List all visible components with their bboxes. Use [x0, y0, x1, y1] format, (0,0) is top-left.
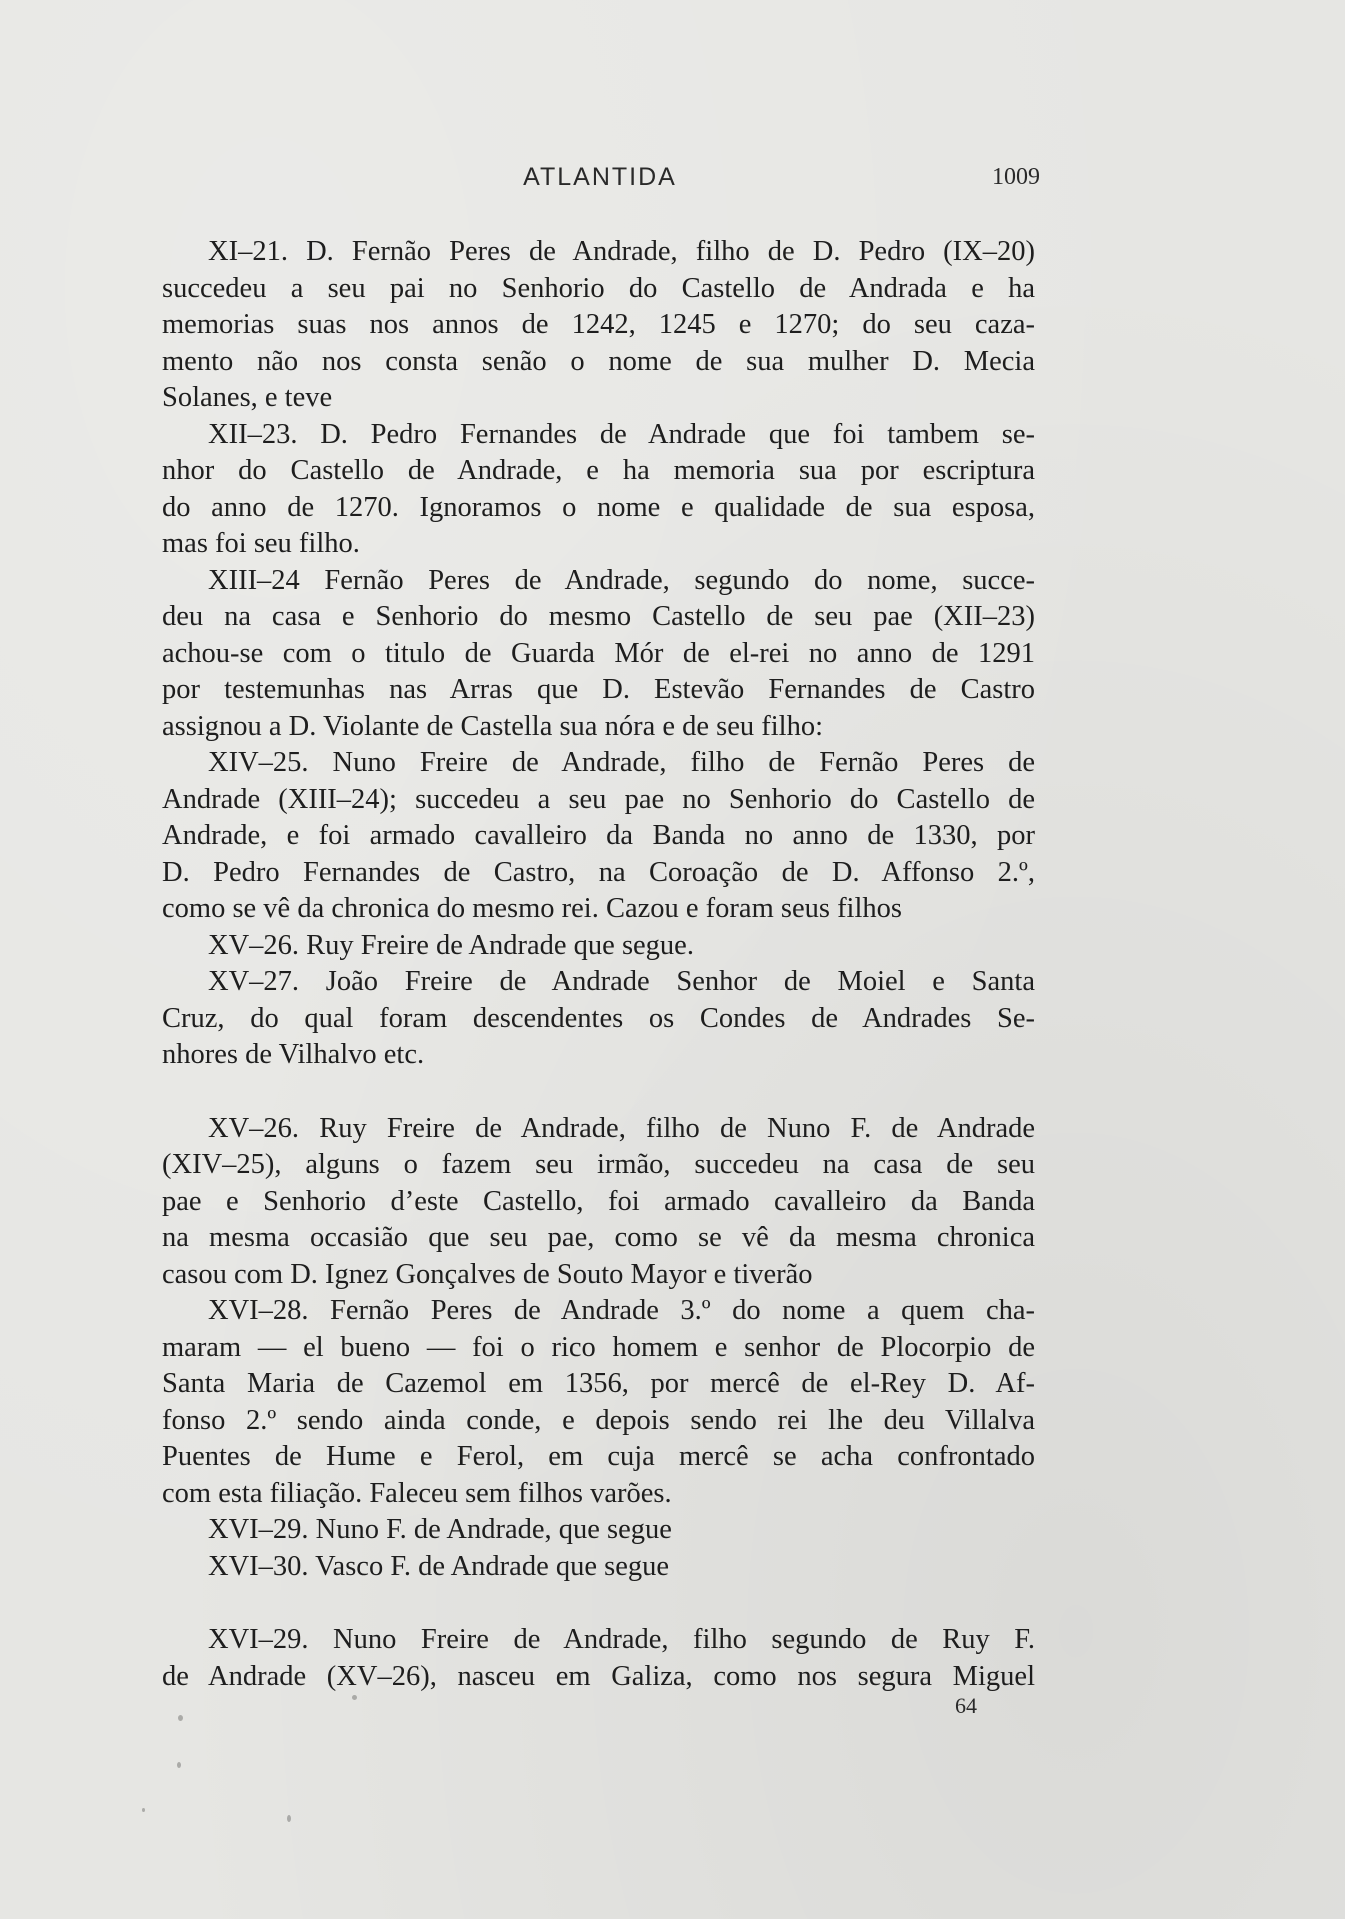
text-line: D. Pedro Fernandes de Castro, na Coroação de D. Affonso 2.º,	[162, 856, 1035, 888]
text-line: XV–27. João Freire de Andrade Senhor de Moiel e Santa	[208, 966, 1035, 997]
text-line: Solanes, e teve	[162, 382, 333, 413]
text-line: Cruz, do qual foram descendentes os Condes de Andrades Se-	[162, 1002, 1035, 1034]
text-line: de Andrade (XV–26), nasceu em Galiza, como nos segura Miguel	[162, 1660, 1035, 1692]
text-line: mento não nos consta senão o nome de sua mulher D. Mecia	[162, 345, 1035, 377]
text-line: Puentes de Hume e Ferol, em cuja mercê se acha confrontado	[162, 1441, 1035, 1472]
body-text	[162, 234, 1035, 1695]
running-title: ATLANTIDA	[523, 163, 677, 191]
text-line: como se vê da chronica do mesmo rei. Cazou e foram seus filhos	[162, 893, 902, 924]
text-line: mas foi seu filho.	[162, 528, 360, 559]
text-line: pae e Senhorio d’este Castello, foi armado cavalleiro da Banda	[162, 1185, 1035, 1217]
signature-mark: 64	[955, 1693, 977, 1718]
text-line: XI–21. D. Fernão Peres de Andrade, filho de D. Pedro (IX–20)	[208, 236, 1035, 267]
page-number: 1009	[992, 164, 1040, 190]
paper-speck	[178, 1715, 183, 1721]
text-line: XIV–25. Nuno Freire de Andrade, filho de Fernão Peres de	[208, 747, 1035, 778]
paper-speck	[177, 1762, 181, 1768]
text-line: nhor do Castello de Andrade, e ha memoria sua por escriptura	[162, 455, 1035, 486]
text-line: XIII–24 Fernão Peres de Andrade, segundo do nome, succe-	[208, 564, 1035, 596]
text-line: do anno de 1270. Ignoramos o nome e qualidade de sua esposa,	[162, 491, 1035, 523]
text-line: Andrade (XIII–24); succedeu a seu pae no Senhorio do Castello de	[162, 783, 1035, 815]
text-line: Santa Maria de Cazemol em 1356, por mercê de el-Rey D. Af-	[162, 1368, 1035, 1399]
text-line: succedeu a seu pai no Senhorio do Castello de Andrada e ha	[162, 272, 1035, 304]
text-line: XVI–28. Fernão Peres de Andrade 3.º do nome a quem cha-	[208, 1295, 1035, 1326]
text-line: maram — el bueno — foi o rico homem e senhor de Plocorpio de	[162, 1331, 1035, 1363]
text-line: deu na casa e Senhorio do mesmo Castello de seu pae (XII–23)	[162, 601, 1035, 632]
text-line: XV–26. Ruy Freire de Andrade que segue.	[208, 929, 694, 961]
text-line: XV–26. Ruy Freire de Andrade, filho de Nuno F. de Andrade	[208, 1112, 1035, 1144]
text-line: Andrade, e foi armado cavalleiro da Banda no anno de 1330, por	[162, 820, 1035, 851]
paper-speck	[142, 1808, 145, 1812]
paragraph-gap	[162, 1074, 1035, 1111]
text-line: (XIV–25), alguns o fazem seu irmão, succedeu na casa de seu	[162, 1149, 1035, 1180]
text-line: XVI–30. Vasco F. de Andrade que segue	[208, 1550, 670, 1582]
paragraph-gap	[162, 1585, 1035, 1622]
text-line: com esta filiação. Faleceu sem filhos varões.	[162, 1477, 672, 1509]
text-line: assignou a D. Violante de Castella sua nóra e de seu filho:	[162, 710, 824, 742]
text-line: na mesma occasião que seu pae, como se vê da mesma chronica	[162, 1222, 1035, 1253]
paper-speck	[287, 1815, 291, 1822]
text-line: por testemunhas nas Arras que D. Estevão Fernandes de Castro	[162, 674, 1035, 705]
text-line: casou com D. Ignez Gonçalves de Souto Mayor e tiverão	[162, 1258, 813, 1290]
text-line: fonso 2.º sendo ainda conde, e depois sendo rei lhe deu Villalva	[162, 1404, 1035, 1436]
text-line: XVI–29. Nuno Freire de Andrade, filho segundo de Ruy F.	[208, 1624, 1035, 1655]
text-line: XII–23. D. Pedro Fernandes de Andrade que foi tambem se-	[208, 418, 1035, 450]
text-line: achou-se com o titulo de Guarda Mór de el-rei no anno de 1291	[162, 637, 1035, 669]
paper-speck	[352, 1695, 357, 1700]
text-line: nhores de Vilhalvo etc.	[162, 1039, 425, 1070]
text-line: memorias suas nos annos de 1242, 1245 e 1270; do seu caza-	[162, 309, 1035, 340]
running-head	[160, 163, 1040, 197]
text-line: XVI–29. Nuno F. de Andrade, que segue	[208, 1514, 672, 1545]
